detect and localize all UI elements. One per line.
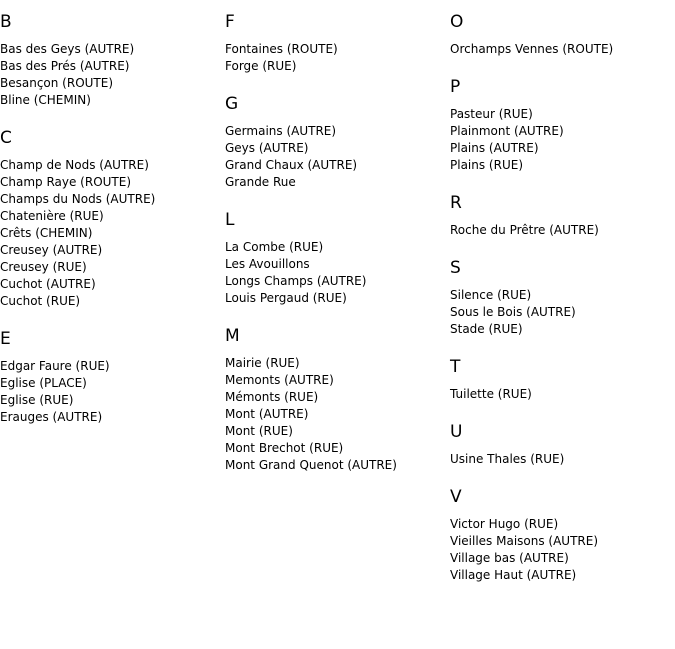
letter-heading: E (0, 329, 11, 349)
street-item: Grande Rue (225, 175, 296, 189)
letter-heading: O (450, 12, 464, 32)
letter-group (0, 11, 222, 109)
street-item: Usine Thales (RUE) (450, 452, 565, 466)
letter-group (0, 127, 222, 310)
street-item: Cuchot (AUTRE) (0, 277, 96, 291)
letter-heading: B (0, 12, 12, 32)
index-column (0, 11, 222, 444)
street-item: Cuchot (RUE) (0, 294, 81, 308)
street-list (225, 239, 447, 307)
letter-heading: M (225, 326, 240, 346)
letter-group (450, 356, 672, 403)
street-item: Mont Grand Quenot (AUTRE) (225, 458, 397, 472)
street-list (450, 222, 672, 239)
street-item: Forge (RUE) (225, 59, 297, 73)
street-item: Memonts (AUTRE) (225, 373, 334, 387)
street-list (225, 41, 447, 75)
letter-group (450, 11, 672, 58)
street-list (450, 106, 672, 174)
street-item: Creusey (RUE) (0, 260, 87, 274)
street-item: Eglise (RUE) (0, 393, 74, 407)
street-item: Edgar Faure (RUE) (0, 359, 110, 373)
street-list (450, 41, 672, 58)
street-item: Silence (RUE) (450, 288, 532, 302)
letter-heading: L (225, 210, 235, 230)
letter-group (450, 257, 672, 338)
letter-group (0, 328, 222, 426)
street-list (225, 123, 447, 191)
street-item: Besançon (ROUTE) (0, 76, 114, 90)
street-item: Germains (AUTRE) (225, 124, 337, 138)
street-item: Orchamps Vennes (ROUTE) (450, 42, 614, 56)
letter-group (450, 192, 672, 239)
street-list (450, 451, 672, 468)
street-item: Stade (RUE) (450, 322, 523, 336)
street-item: Eglise (PLACE) (0, 376, 87, 390)
street-item: Bas des Geys (AUTRE) (0, 42, 135, 56)
street-item: Erauges (AUTRE) (0, 410, 103, 424)
street-item: Victor Hugo (RUE) (450, 517, 559, 531)
street-item: Chatenière (RUE) (0, 209, 104, 223)
street-item: Roche du Prêtre (AUTRE) (450, 223, 599, 237)
letter-heading: C (0, 128, 12, 148)
street-list (450, 287, 672, 338)
street-item: Fontaines (ROUTE) (225, 42, 338, 56)
index-column (225, 11, 447, 492)
street-item: Plains (AUTRE) (450, 141, 539, 155)
letter-heading: T (450, 357, 461, 377)
letter-heading: S (450, 258, 461, 278)
street-list (0, 157, 222, 310)
street-item: Longs Champs (AUTRE) (225, 274, 367, 288)
street-item: Les Avouillons (225, 257, 310, 271)
street-item: Champ Raye (ROUTE) (0, 175, 132, 189)
street-item: Mémonts (RUE) (225, 390, 319, 404)
street-item: Champ de Nods (AUTRE) (0, 158, 149, 172)
letter-group (225, 209, 447, 307)
street-item: La Combe (RUE) (225, 240, 324, 254)
street-item: Vieilles Maisons (AUTRE) (450, 534, 599, 548)
street-item: Creusey (AUTRE) (0, 243, 103, 257)
street-item: Village Haut (AUTRE) (450, 568, 577, 582)
street-list (225, 355, 447, 474)
letter-group (450, 421, 672, 468)
street-list (0, 41, 222, 109)
street-item: Crêts (CHEMIN) (0, 226, 93, 240)
letter-heading: U (450, 422, 463, 442)
street-item: Mont (AUTRE) (225, 407, 309, 421)
street-list (0, 358, 222, 426)
street-item: Bas des Prés (AUTRE) (0, 59, 130, 73)
street-item: Bline (CHEMIN) (0, 93, 91, 107)
letter-group (225, 325, 447, 474)
street-item: Louis Pergaud (RUE) (225, 291, 347, 305)
street-item: Mont Brechot (RUE) (225, 441, 344, 455)
letter-heading: V (450, 487, 462, 507)
street-item: Plainmont (AUTRE) (450, 124, 564, 138)
letter-group (450, 76, 672, 174)
street-item: Tuilette (RUE) (450, 387, 532, 401)
index-column (450, 11, 672, 602)
street-item: Pasteur (RUE) (450, 107, 533, 121)
letter-group (450, 486, 672, 584)
street-item: Plains (RUE) (450, 158, 523, 172)
street-item: Geys (AUTRE) (225, 141, 309, 155)
letter-heading: G (225, 94, 239, 114)
letter-group (225, 93, 447, 191)
letter-heading: R (450, 193, 462, 213)
street-item: Village bas (AUTRE) (450, 551, 569, 565)
street-item: Sous le Bois (AUTRE) (450, 305, 576, 319)
street-item: Grand Chaux (AUTRE) (225, 158, 358, 172)
letter-heading: P (450, 77, 461, 97)
street-item: Champs du Nods (AUTRE) (0, 192, 156, 206)
street-list (450, 386, 672, 403)
street-item: Mont (RUE) (225, 424, 293, 438)
street-list (450, 516, 672, 584)
letter-heading: F (225, 12, 235, 32)
letter-group (225, 11, 447, 75)
street-item: Mairie (RUE) (225, 356, 300, 370)
